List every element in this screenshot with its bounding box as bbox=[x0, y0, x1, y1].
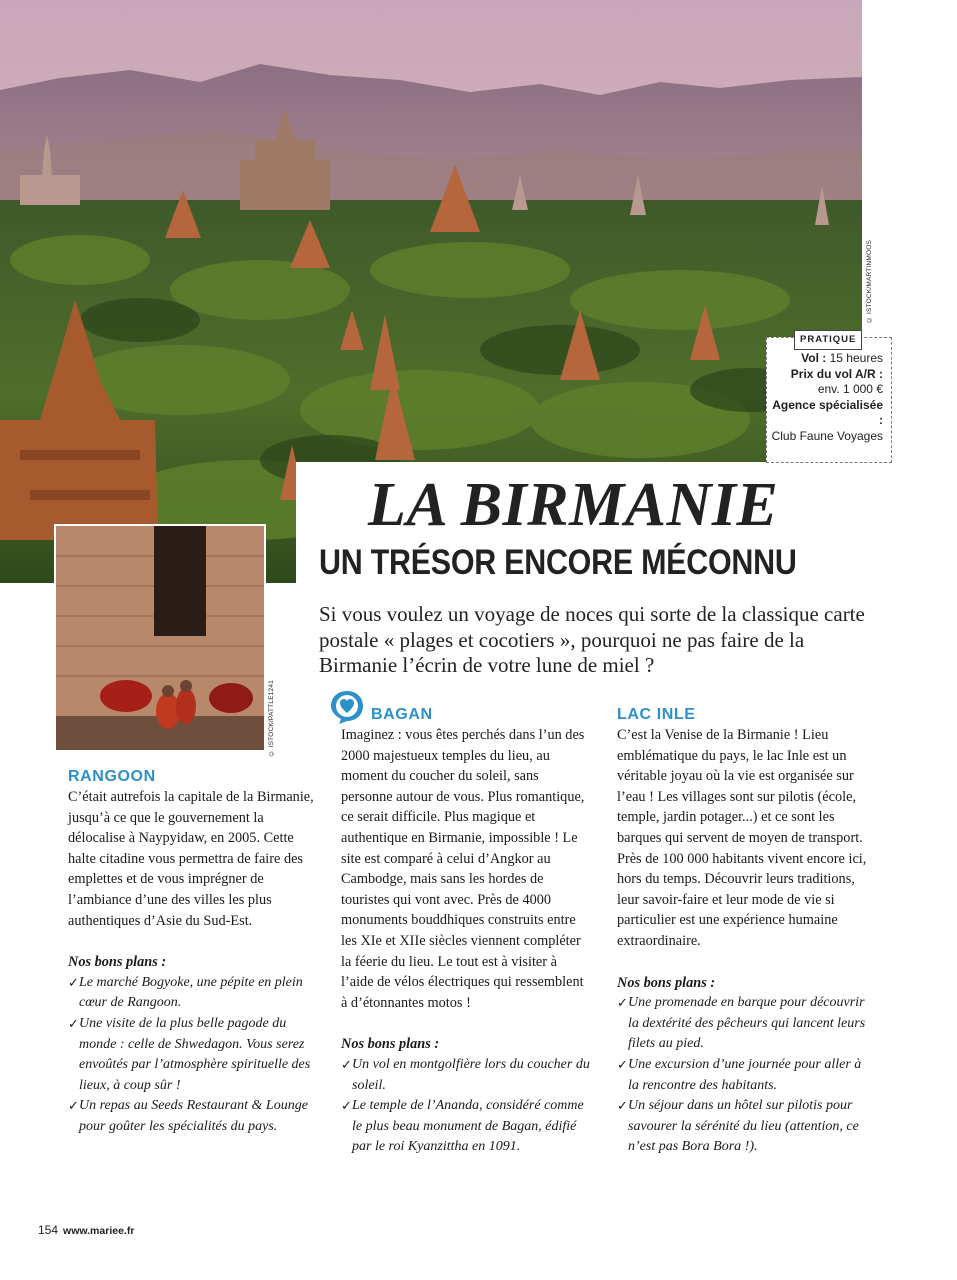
bagan-body: Imaginez : vous êtes perchés dans l’un des 2000 majestueux temples du lieu, au moment du coucher du soleil, sans personne autour de vous. Plus romantique, ce serait difficile. Plus magique et authentique en Birmanie, impossible ! Le site est comparé à celui d’Angkor au Cambodge, mais sans les hordes de touristes qui vont avec. Près de 4000 monuments bouddhiques construits entre les XIe et XIIe siècles viennent compléter la féerie du lieu. Le tout est à visiter à l’aide de vélos électriques qui ressemblent à d’étonnantes motos ! bbox=[341, 727, 585, 1011]
plan-text: Une promenade en barque pour découvrir la dextérité des pêcheurs qui lancent leurs filets au pied. bbox=[628, 995, 866, 1052]
section-rangoon bbox=[68, 766, 318, 1138]
list-item bbox=[617, 1096, 867, 1158]
plan-text: Une excursion d’une journée pour aller à la rencontre des habitants. bbox=[628, 1056, 862, 1093]
check-icon: ✓ bbox=[341, 1056, 352, 1072]
inle-heading: LAC INLE bbox=[617, 705, 696, 723]
check-icon: ✓ bbox=[341, 1098, 352, 1114]
bagan-heading: BAGAN bbox=[371, 705, 433, 723]
agence-value: Club Faune Voyages bbox=[771, 428, 883, 443]
site-link[interactable]: www.mariee.fr bbox=[63, 1225, 135, 1237]
list-item bbox=[341, 1096, 591, 1158]
inle-body: C’est la Venise de la Birmanie ! Lieu emblématique du pays, le lac Inle est un véritable joyau où la vie est organisée sur l’eau ! Les villages sont sur pilotis (école, temple, jardin potager...) et ce sont les barques qui servent de moyen de transport. Près de 100 000 habitants vivent encore ici, hors du temps. Découvrir leurs traditions, leur savoir-faire et leur mode de vie si particulier est une expérience humaine extraordinaire. bbox=[617, 727, 867, 949]
list-item bbox=[68, 1096, 318, 1137]
check-icon: ✓ bbox=[617, 1056, 628, 1072]
article-title: LA BIRMANIE bbox=[368, 471, 779, 539]
section-bagan bbox=[341, 704, 591, 1158]
pratique-info-box bbox=[766, 334, 892, 463]
plan-text: Un vol en montgolfière lors du coucher du soleil. bbox=[352, 1056, 590, 1093]
page-number: 154 bbox=[38, 1223, 59, 1237]
check-icon: ✓ bbox=[68, 974, 79, 990]
page-footer bbox=[38, 1223, 134, 1237]
list-item bbox=[617, 1055, 867, 1096]
list-item bbox=[341, 1055, 591, 1096]
monks-with-umbrellas-photo bbox=[54, 524, 266, 752]
agence-label: Agence spécialisée : bbox=[772, 397, 883, 427]
check-icon: ✓ bbox=[68, 1015, 79, 1031]
intro-paragraph: Si vous voulez un voyage de noces qui sorte de la classique carte postale « plages et cocotiers », pourquoi ne pas faire de la Birmanie l’écrin de votre lune de miel ? bbox=[319, 602, 865, 677]
check-icon: ✓ bbox=[617, 995, 628, 1011]
vol-label: Vol : bbox=[801, 351, 827, 365]
rangoon-heading: RANGOON bbox=[68, 767, 156, 785]
prix-value: env. 1 000 € bbox=[817, 382, 883, 396]
inle-plans-title: Nos bons plans : bbox=[617, 974, 716, 991]
list-item bbox=[617, 993, 867, 1055]
pratique-tag: PRATIQUE bbox=[794, 330, 862, 350]
plan-text: Une visite de la plus belle pagode du monde : celle de Shwedagon. Vous serez envoûtés par l’atmosphère spirituelle des lieux, à coup sûr ! bbox=[79, 1015, 311, 1093]
plan-text: Un séjour dans un hôtel sur pilotis pour savourer la sérénité du lieu (attention, ce n’est pas Bora Bora !). bbox=[628, 1098, 859, 1155]
article-subtitle: UN TRÉSOR ENCORE MÉCONNU bbox=[319, 543, 797, 582]
photo-credit: © ISTOCK/PATTLE1241 bbox=[268, 680, 275, 757]
list-item bbox=[68, 1014, 318, 1096]
prix-label: Prix du vol A/R : bbox=[790, 366, 883, 381]
check-icon: ✓ bbox=[617, 1098, 628, 1114]
rangoon-plans-title: Nos bons plans : bbox=[68, 954, 167, 971]
rangoon-body: C’était autrefois la capitale de la Birmanie, jusqu’à ce que le gouvernement la délocalise à Naypyidaw, en 2005. Cette halte citadine vous permettra de faire des emplettes et de vous imprégner de l’ambiance d’une des villes les plus authentiques d’Asie du Sud-Est. bbox=[68, 789, 314, 929]
check-icon: ✓ bbox=[68, 1098, 79, 1114]
plan-text: Le marché Bogyoke, une pépite en plein cœur de Rangoon. bbox=[79, 974, 303, 1011]
hero-photo-credit: © ISTOCK/MARTINMOOS bbox=[866, 240, 873, 324]
list-item bbox=[68, 973, 318, 1014]
section-lac-inle bbox=[617, 704, 867, 1158]
bagan-plans-title: Nos bons plans : bbox=[341, 1036, 440, 1053]
plan-text: Un repas au Seeds Restaurant & Lounge pour goûter les spécialités du pays. bbox=[79, 1098, 308, 1134]
plan-text: Le temple de l’Ananda, considéré comme le plus beau monument de Bagan, édifié par le roi Kyanzittha en 1091. bbox=[352, 1098, 584, 1155]
monks-illustration bbox=[56, 526, 264, 750]
vol-value: 15 heures bbox=[829, 351, 883, 365]
